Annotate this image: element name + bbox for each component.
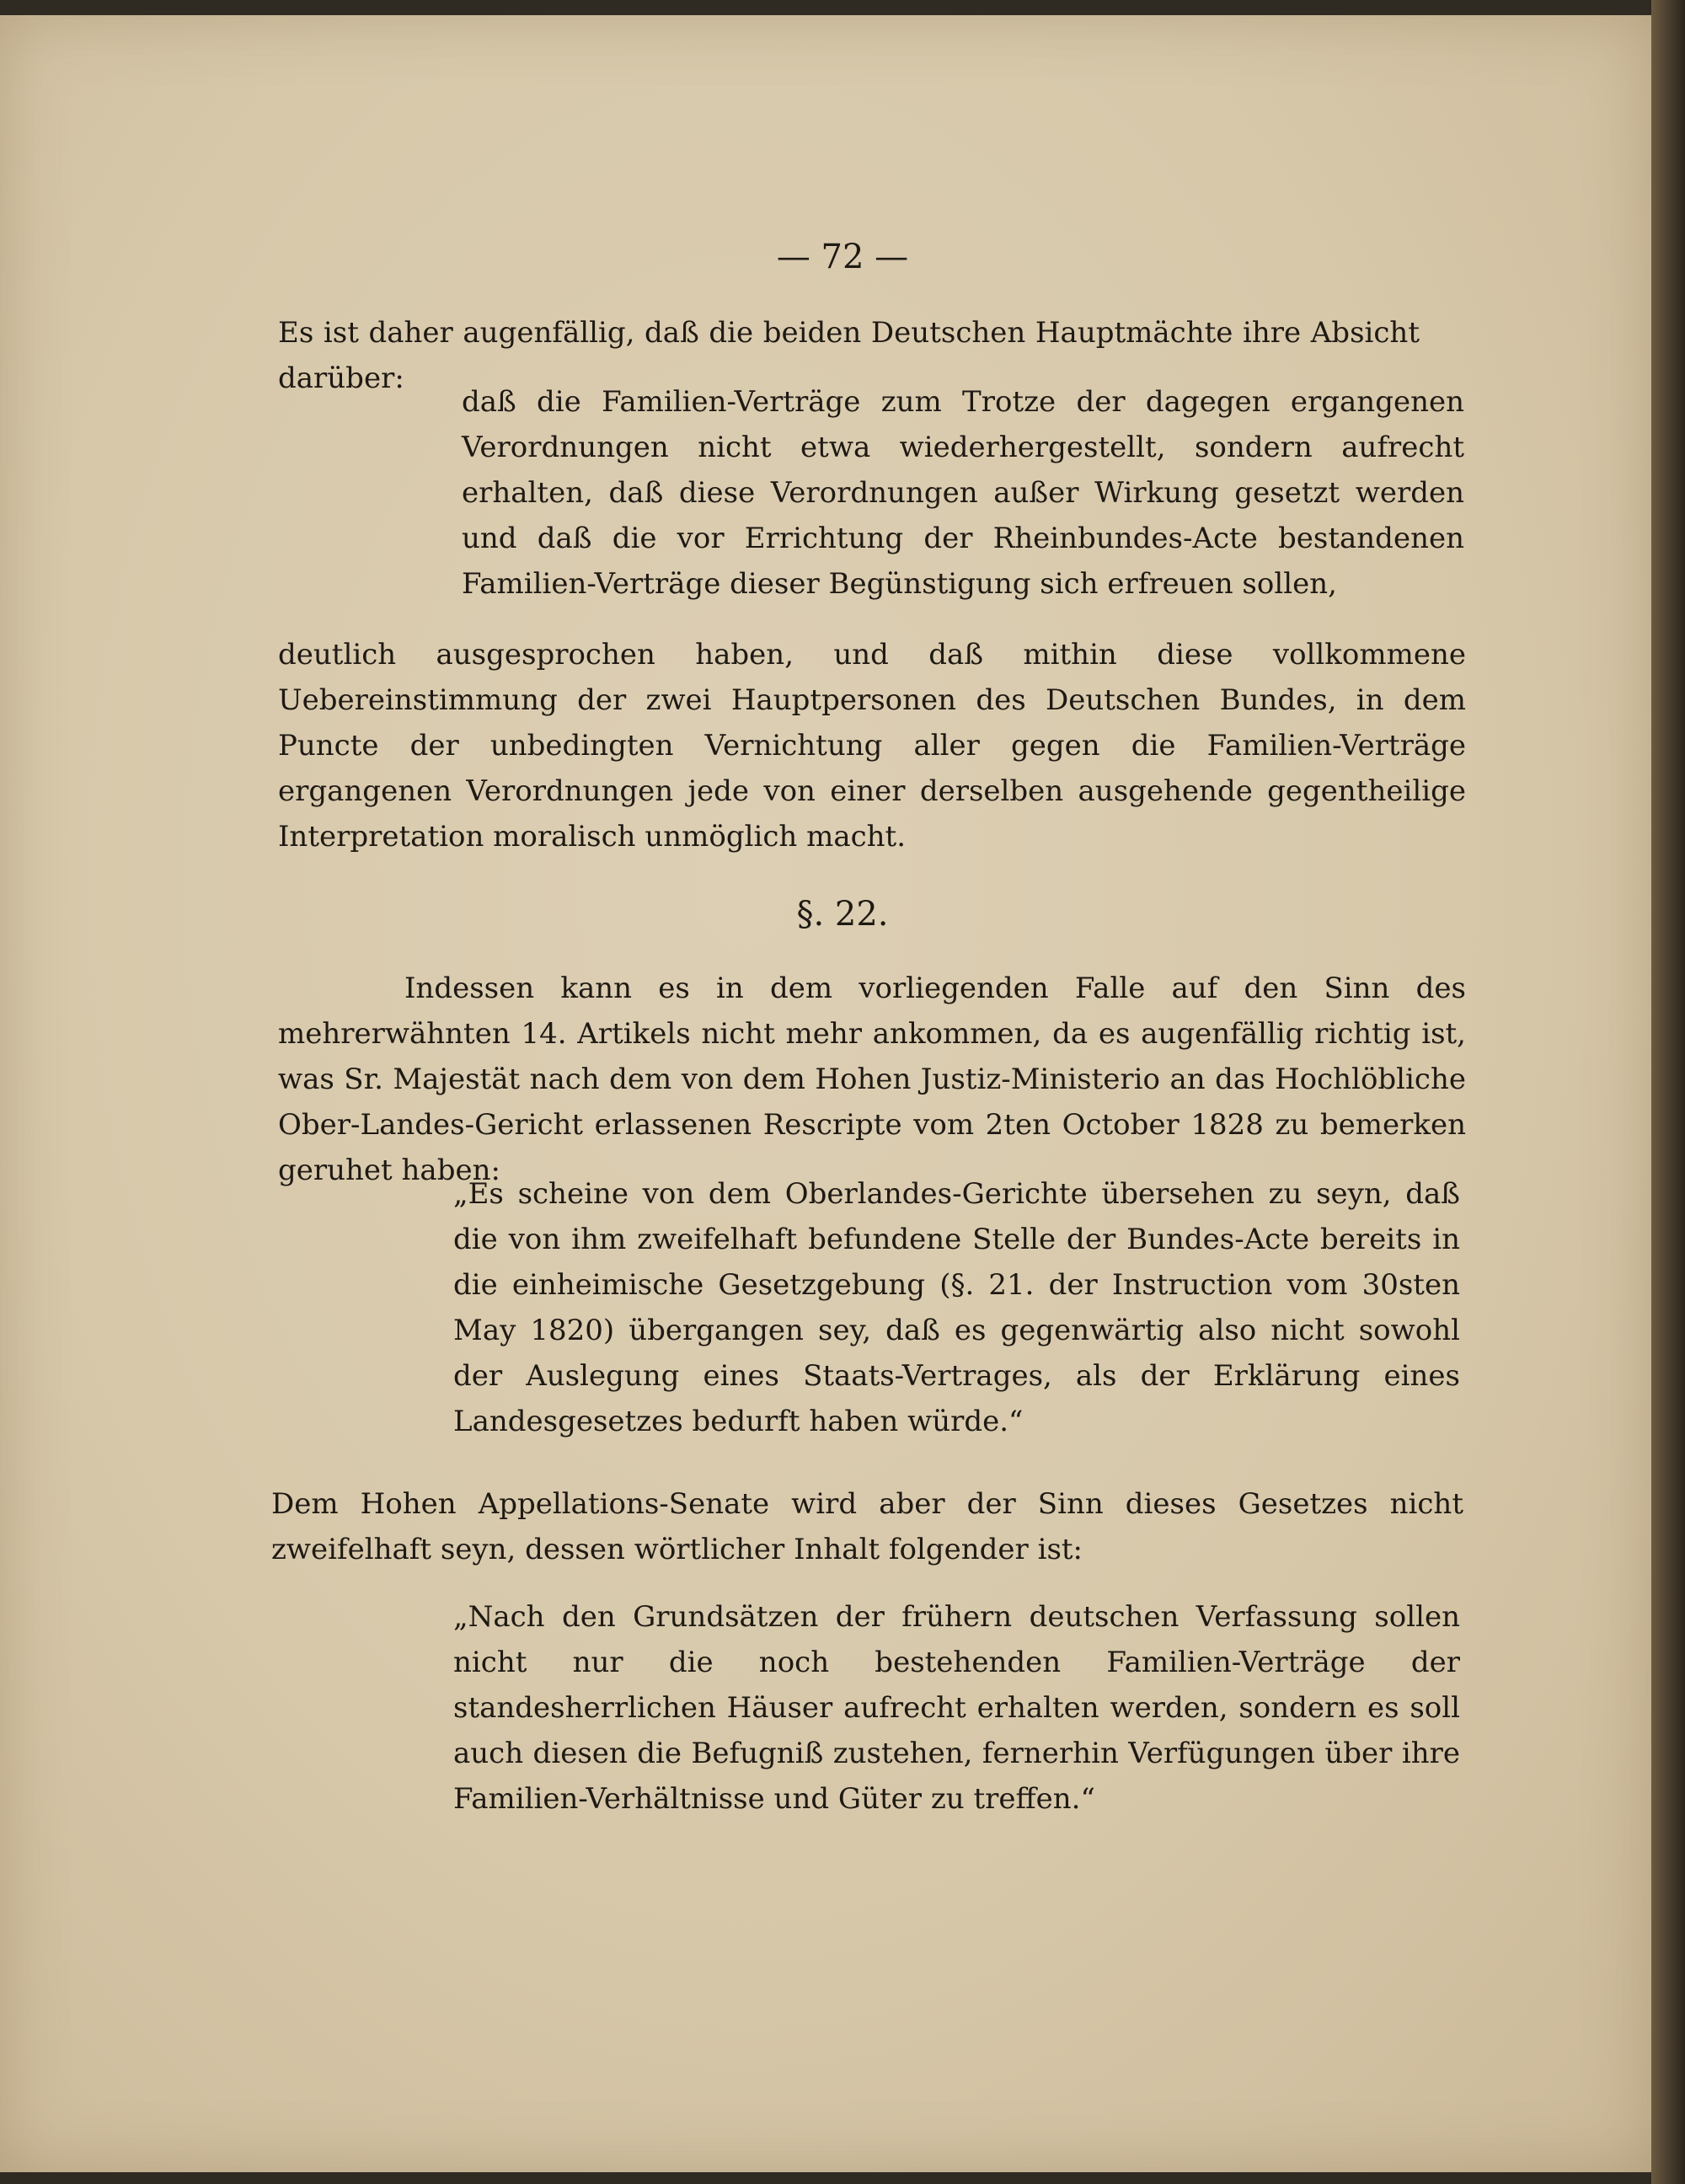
paragraph-2: Indessen kann es in dem vorliegenden Falle auf den Sinn des mehrerwähnten 14. Artikels nicht mehr ankommen, da es augenfällig richtig ist, was Sr. Majestät nach dem von dem Hohen Justiz-Ministerio an das Hochlöbliche Ober-Landes-Gericht erlassenen Rescripte vom 2ten October 1828 zu bemerken geruhet haben: bbox=[278, 972, 1466, 1187]
paragraph-3: Dem Hohen Appellations-Senate wird aber der Sinn dieses Gesetzes nicht zweifelhaft seyn, dessen wörtlicher Inhalt folgender ist: bbox=[271, 1487, 1463, 1566]
intro-line: Es ist daher augenfällig, daß die beiden Deutschen Hauptmächte ihre Absicht darüber: bbox=[278, 316, 1420, 395]
paragraph-1: deutlich ausgesprochen haben, und daß mithin diese vollkommene Uebereinstimmung der zwei Hauptpersonen des Deutschen Bundes, in dem Puncte der unbedingten Vernichtung aller gegen die Familien-Verträge ergangenen Verordnungen jede von einer derselben ausgehende gegentheilige Interpretation moralisch unmöglich macht. bbox=[278, 638, 1466, 854]
block-quote-2: „Es scheine von dem Oberlandes-Gerichte übersehen zu seyn, daß die von ihm zweifelhaft befundene Stelle der Bundes-Acte bereits in die einheimische Gesetzgebung (§. 21. der Instruction vom 30sten May 1820) übergangen sey, daß es gegenwärtig also nicht sowohl der Auslegung eines Staats-Vertrages, als der Erklärung eines Landesgesetzes bedurft haben würde.“ bbox=[453, 1177, 1460, 1438]
block-quote-1: daß die Familien-Verträge zum Trotze der dagegen ergangenen Verordnungen nicht etwa wiederhergestellt, sondern aufrecht erhalten, daß diese Verordnungen außer Wirkung gesetzt werden und daß die vor Errichtung der Rheinbundes-Acte bestandenen Familien-Verträge dieser Begünstigung sich erfreuen sollen, bbox=[462, 385, 1464, 601]
page-number: — 72 — bbox=[776, 238, 909, 276]
block-quote-3: „Nach den Grundsätzen der frühern deutschen Verfassung sollen nicht nur die noch bestehenden Familien-Verträge der standesherrlichen Häuser aufrecht erhalten werden, sondern es soll auch diesen die Befugniß zustehen, fernerhin Verfügungen über ihre Familien-Verhältnisse und Güter zu treffen.“ bbox=[453, 1600, 1460, 1816]
section-heading: §. 22. bbox=[796, 895, 889, 934]
book-gutter bbox=[1651, 0, 1685, 2184]
